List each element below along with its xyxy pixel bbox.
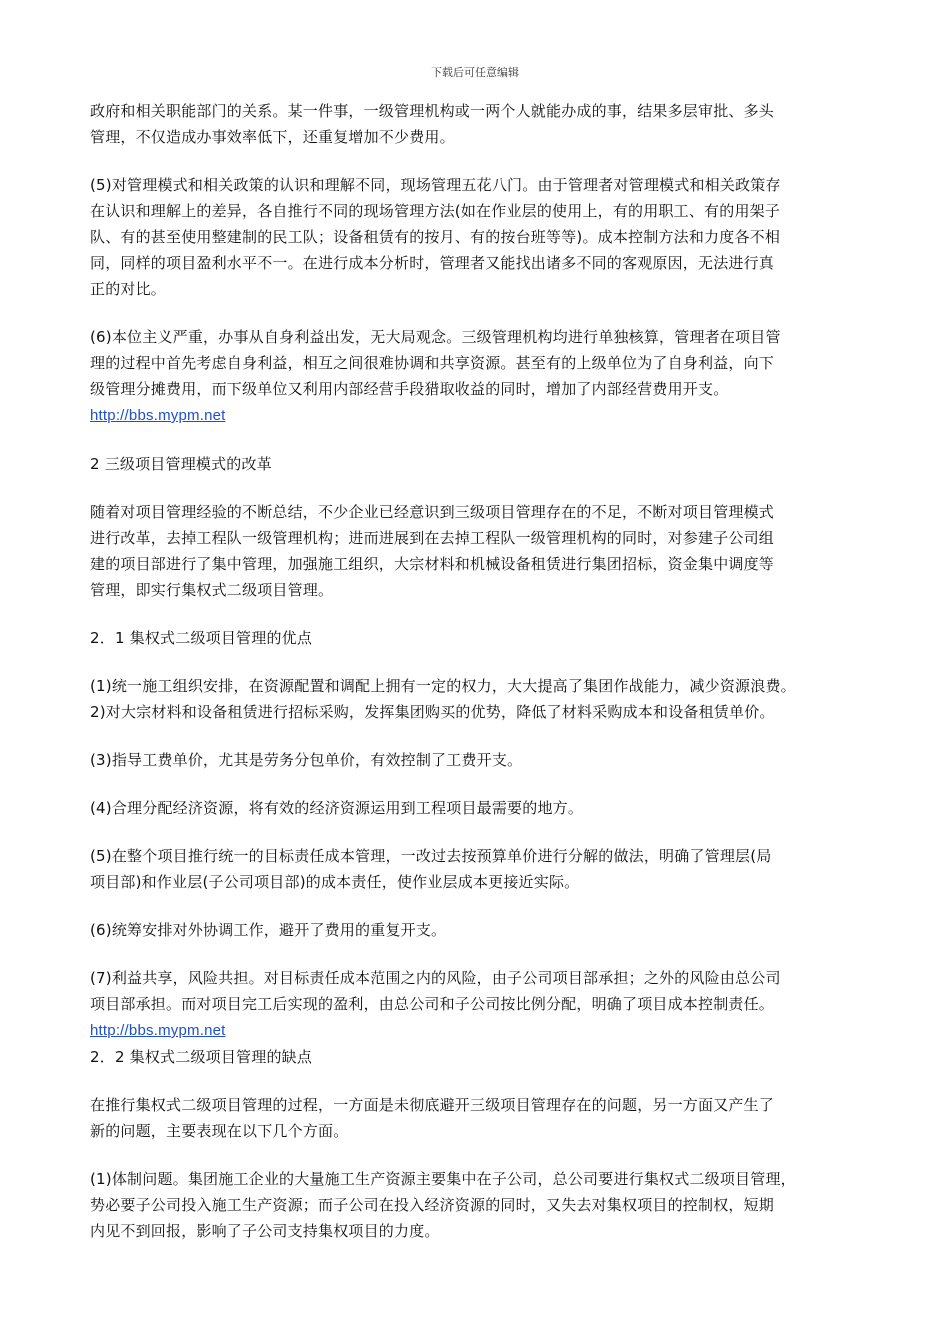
paragraph-line: 理的过程中首先考虑自身利益，相互之间很难协调和共享资源。甚至有的上级单位为了自身利益，向下 (90, 354, 775, 372)
section-heading: 2 三级项目管理模式的改革 (90, 455, 272, 473)
paragraph-line: 进行改革，去掉工程队一级管理机构；进而进展到在去掉工程队一级管理机构的同时，对参建子公司组 (90, 529, 775, 547)
paragraph-line: 2)对大宗材料和设备租赁进行招标采购，发挥集团购买的优势，降低了材料采购成本和设备租赁单价。 (90, 703, 775, 721)
paragraph-line: 级管理分摊费用，而下级单位又利用内部经营手段猎取收益的同时，增加了内部经营费用开支。 (90, 380, 729, 398)
page-header: 下载后可任意编辑 (431, 66, 519, 79)
paragraph-line: 项目部承担。而对项目完工后实现的盈利，由总公司和子公司按比例分配，明确了项目成本控制责任。 (90, 995, 775, 1013)
paragraph-line: 正的对比。 (90, 280, 167, 298)
paragraph-line: (3)指导工费单价，尤其是劳务分包单价，有效控制了工费开支。 (90, 751, 523, 769)
paragraph-line: (4)合理分配经济资源，将有效的经济资源运用到工程项目最需要的地方。 (90, 799, 584, 817)
paragraph-line: (5)对管理模式和相关政策的认识和理解不同，现场管理五花八门。由于管理者对管理模式和相关政策存 (90, 176, 781, 194)
paragraph-line: 新的问题，主要表现在以下几个方面。 (90, 1122, 349, 1140)
paragraph-line: 内见不到回报，影响了子公司支持集权项目的力度。 (90, 1222, 440, 1240)
source-link[interactable]: http://bbs.mypm.net (90, 407, 226, 424)
paragraph-line: 管理，不仅造成办事效率低下，还重复增加不少费用。 (90, 128, 455, 146)
paragraph-line: 建的项目部进行了集中管理，加强施工组织，大宗材料和机械设备租赁进行集团招标，资金集中调度等 (90, 555, 775, 573)
paragraph-line: 在认识和理解上的差异，各自推行不同的现场管理方法(如在作业层的使用上，有的用职工、有的用架子 (90, 202, 781, 220)
paragraph-line: 项目部)和作业层(子公司项目部)的成本责任，使作业层成本更接近实际。 (90, 873, 580, 891)
paragraph-line: 政府和相关职能部门的关系。某一件事，一级管理机构或一两个人就能办成的事，结果多层审批、多头 (90, 102, 775, 120)
paragraph-line: (5)在整个项目推行统一的目标责任成本管理，一改过去按预算单价进行分解的做法，明确了管理层(局 (90, 847, 772, 865)
source-link[interactable]: http://bbs.mypm.net (90, 1022, 226, 1039)
paragraph-line: (1)体制问题。集团施工企业的大量施工生产资源主要集中在子公司，总公司要进行集权式二级项目管理， (90, 1170, 796, 1188)
paragraph-line: (1)统一施工组织安排，在资源配置和调配上拥有一定的权力，大大提高了集团作战能力，减少资源浪费。 (90, 677, 796, 695)
subsection-heading: 2．1 集权式二级项目管理的优点 (90, 629, 313, 647)
paragraph-line: (7)利益共享，风险共担。对目标责任成本范围之内的风险，由子公司项目部承担；之外的风险由总公司 (90, 969, 781, 987)
paragraph-line: (6)统筹安排对外协调工作，避开了费用的重复开支。 (90, 921, 447, 939)
paragraph-line: (6)本位主义严重，办事从自身利益出发，无大局观念。三级管理机构均进行单独核算，管理者在项目管 (90, 328, 781, 346)
paragraph-line: 势必要子公司投入施工生产资源；而子公司在投入经济资源的同时，又失去对集权项目的控制权，短期 (90, 1196, 775, 1214)
subsection-heading: 2．2 集权式二级项目管理的缺点 (90, 1048, 313, 1066)
paragraph-line: 随着对项目管理经验的不断总结，不少企业已经意识到三级项目管理存在的不足，不断对项目管理模式 (90, 503, 775, 521)
paragraph-line: 管理，即实行集权式二级项目管理。 (90, 581, 334, 599)
paragraph-line: 在推行集权式二级项目管理的过程，一方面是未彻底避开三级项目管理存在的问题，另一方面又产生了 (90, 1096, 775, 1114)
paragraph-line: 队、有的甚至使用整建制的民工队；设备租赁有的按月、有的按台班等等)。成本控制方法和力度各不相 (90, 228, 781, 246)
paragraph-line: 同，同样的项目盈利水平不一。在进行成本分析时，管理者又能找出诸多不同的客观原因，无法进行真 (90, 254, 775, 272)
document-body (90, 98, 880, 1244)
